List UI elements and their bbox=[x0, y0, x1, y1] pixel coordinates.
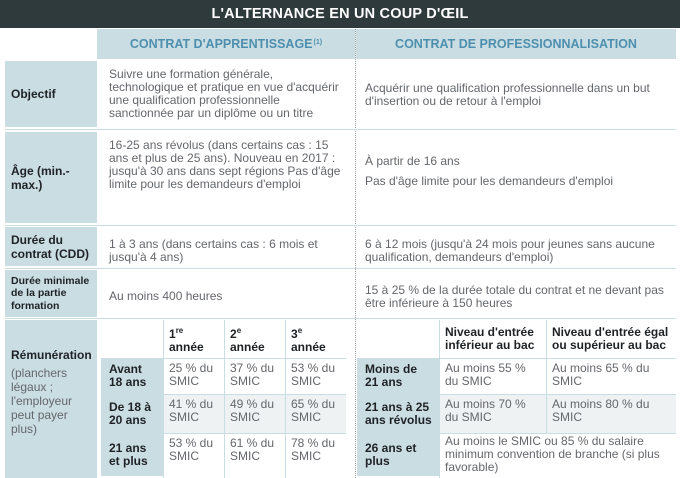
header-apprentissage-label: CONTRAT D'APPRENTISSAGE bbox=[129, 37, 313, 51]
row-divider bbox=[5, 318, 676, 319]
rate-cell: 53 % du SMIC bbox=[169, 436, 214, 463]
footnote-marker: (1) bbox=[313, 38, 323, 46]
grid-line bbox=[439, 320, 440, 478]
grid-line bbox=[546, 320, 547, 433]
age-professionnalisation-min: À partir de 16 ans bbox=[365, 154, 460, 168]
age-band-label: Avant 18 ans bbox=[101, 358, 163, 394]
age-apprentissage: 16-25 ans révolus (dans certains cas : 15 ans et plus de 25 ans). Nouveau en 2017 : jusqu'à 30 ans dans sept régions Pas d'âge limite pour les demandeurs d'emploi bbox=[109, 138, 341, 191]
rate-cell: Au moins 65 % du SMIC bbox=[552, 361, 650, 388]
rate-cell: 65 % du SMIC bbox=[285, 394, 346, 433]
year-header bbox=[285, 320, 346, 358]
rate-cell: Au moins 80 % du SMIC bbox=[546, 394, 676, 433]
objectif-apprentissage: Suivre une formation générale, technologique et pratique en vue d'acquérir une qualification professionnelle sanctionnée par un diplôme ou un titre bbox=[109, 67, 339, 120]
grid-line bbox=[357, 394, 676, 395]
year-header bbox=[163, 320, 224, 358]
remuneration-title: Rémunération bbox=[11, 348, 92, 362]
row-label-age: Âge (min.-max.) bbox=[5, 132, 97, 223]
rate-cell: 25 % du SMIC bbox=[169, 361, 214, 388]
row-label-objectif: Objectif bbox=[5, 61, 97, 127]
rate-cell: 61 % du SMIC bbox=[230, 436, 275, 463]
level-header: Niveau d'entrée égal ou supérieur au bac bbox=[552, 325, 669, 352]
year-suffix: re bbox=[175, 326, 184, 335]
year-header bbox=[224, 320, 285, 358]
rate-cell: 78 % du SMIC bbox=[291, 436, 336, 463]
row-label-formation: Durée minimale de la partie formation bbox=[5, 270, 97, 317]
row-label-duree: Durée du contrat (CDD) bbox=[5, 227, 97, 266]
year-word: année bbox=[169, 340, 204, 354]
year-number: 3 bbox=[291, 327, 298, 341]
formation-professionnalisation: 15 à 25 % de la durée totale du contrat et ne devant pas être inférieure à 150 heures bbox=[365, 283, 664, 310]
objectif-professionnalisation: Acquérir une qualification professionnelle dans un but d'insertion ou de retour à l'emploi bbox=[365, 81, 650, 108]
age-band-label: 21 ans à 25 ans révolus bbox=[357, 394, 439, 433]
rate-cell-merged: Au moins le SMIC ou 85 % du salaire minimum convention de branche (si plus favorable) bbox=[445, 434, 660, 474]
year-number: 2 bbox=[230, 327, 237, 341]
duree-professionnalisation: 6 à 12 mois (jusqu'à 24 mois pour jeunes sans aucune qualification, demandeurs d'emploi) bbox=[365, 237, 655, 264]
rate-cell: Au moins 55 % du SMIC bbox=[445, 361, 526, 388]
year-suffix: e bbox=[236, 326, 242, 335]
age-band-label: Moins de 21 ans bbox=[357, 358, 439, 394]
year-word: année bbox=[230, 340, 265, 354]
grid-line bbox=[163, 320, 164, 478]
year-word: année bbox=[291, 340, 326, 354]
grid-line bbox=[101, 394, 346, 395]
rate-cell: 41 % du SMIC bbox=[163, 394, 224, 433]
rate-cell: 53 % du SMIC bbox=[291, 361, 336, 388]
grid-line bbox=[224, 320, 225, 478]
grid-line bbox=[357, 433, 676, 434]
row-divider bbox=[5, 268, 676, 269]
formation-apprentissage: Au moins 400 heures bbox=[109, 289, 223, 303]
table-title: L'ALTERNANCE EN UN COUP D'ŒIL bbox=[0, 0, 680, 28]
rate-cell: Au moins 70 % du SMIC bbox=[439, 394, 546, 433]
row-divider bbox=[5, 129, 676, 130]
age-band-label: 26 ans et plus bbox=[357, 433, 439, 476]
grid-line bbox=[285, 320, 286, 478]
year-number: 1 bbox=[169, 327, 176, 341]
year-suffix: e bbox=[297, 326, 303, 335]
age-band-label: 21 ans et plus bbox=[101, 433, 163, 476]
row-label-remuneration bbox=[5, 320, 97, 478]
duree-apprentissage: 1 à 3 ans (dans certains cas : 6 mois et jusqu'à 4 ans) bbox=[109, 237, 318, 264]
age-professionnalisation-limit: Pas d'âge limite pour les demandeurs d'emploi bbox=[365, 174, 614, 188]
remuneration-note: (planchers légaux ; l'employeur peut payer plus) bbox=[11, 366, 72, 436]
rate-cell: 37 % du SMIC bbox=[230, 361, 275, 388]
age-band-label: De 18 à 20 ans bbox=[101, 394, 163, 433]
grid-line bbox=[101, 433, 346, 434]
header-apprentissage bbox=[97, 29, 355, 59]
grid-line bbox=[357, 358, 676, 359]
grid-line bbox=[101, 358, 346, 359]
level-header: Niveau d'entrée inférieur au bac bbox=[445, 325, 535, 352]
rate-cell: 49 % du SMIC bbox=[224, 394, 285, 433]
row-divider bbox=[5, 225, 676, 226]
header-professionnalisation: CONTRAT DE PROFESSIONNALISATION bbox=[356, 29, 676, 59]
